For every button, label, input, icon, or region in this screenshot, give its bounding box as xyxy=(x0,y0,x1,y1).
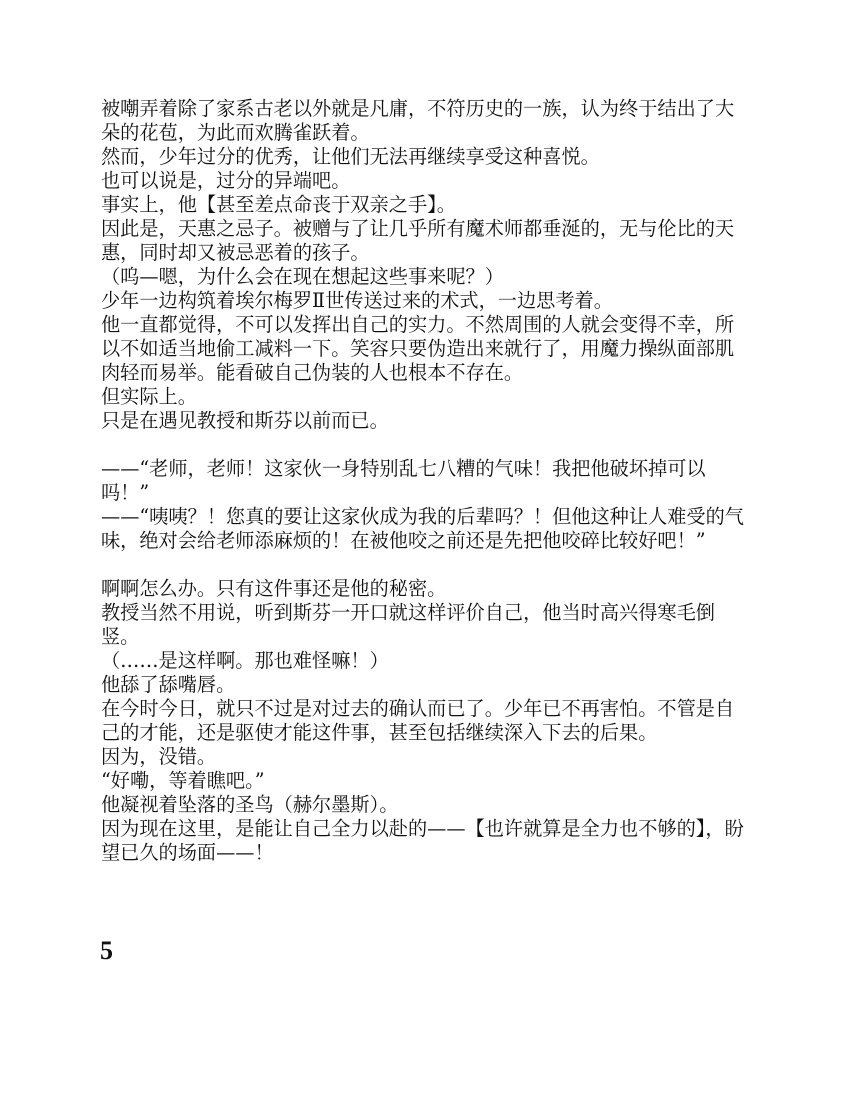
paragraph: 然而，少年过分的优秀，让他们无法再继续享受这种喜悦。 xyxy=(101,145,600,168)
paragraph: 在今时今日，就只不过是对过去的确认而已了。少年已不再害怕。不管是自己的才能，还是驱使才能这件事，甚至包括继续深入下去的后果。 xyxy=(101,697,735,744)
paragraph: 教授当然不用说，听到斯芬一开口就这样评价自己，他当时高兴得寒毛倒竖。 xyxy=(101,601,715,648)
paragraph: （呜—嗯，为什么会在现在想起这些事来呢？） xyxy=(101,265,504,288)
paragraph: 只是在遇见教授和斯芬以前而已。 xyxy=(101,409,389,432)
page-number: 5 xyxy=(100,936,113,965)
paragraph: 啊啊怎么办。只有这件事还是他的秘密。 xyxy=(101,577,447,600)
paragraph: 事实上，他【甚至差点命丧于双亲之手】。 xyxy=(101,193,456,216)
paragraph: 但实际上。 xyxy=(101,385,197,408)
paragraph: “好嘞，等着瞧吧。” xyxy=(101,769,265,792)
paragraph: 被嘲弄着除了家系古老以外就是凡庸，不符历史的一族，认为终于结出了大朵的花苞，为此而欢腾雀跃着。 xyxy=(101,97,735,144)
paragraph: 他一直都觉得，不可以发挥出自己的实力。不然周围的人就会变得不幸，所以不如适当地偷工减料一下。笑容只要伪造出来就行了，用魔力操纵面部肌肉轻而易举。能看破自己伪装的人也根本不存在。 xyxy=(101,313,735,384)
paragraph: 少年一边构筑着埃尔梅罗Ⅱ世传送过来的术式，一边思考着。 xyxy=(101,289,613,312)
page-body xyxy=(101,97,753,865)
paragraph: 他舔了舔嘴唇。 xyxy=(101,673,236,696)
paragraph: 因为，没错。 xyxy=(101,745,217,768)
dialogue-paragraph: ——“咦咦？！您真的要让这家伙成为我的后辈吗？！但他这种让人难受的气味，绝对会给老师添麻烦的！在被他咬之前还是先把他咬碎比较好吧！” xyxy=(101,505,744,552)
paragraph: 也可以说是，过分的异端吧。 xyxy=(101,169,351,192)
paragraph: 因为现在这里，是能让自己全力以赴的——【也许就算是全力也不够的】，盼望已久的场面——！ xyxy=(101,817,744,864)
paragraph: 因此是，天惠之忌子。被赠与了让几乎所有魔术师都垂涎的，无与伦比的天惠，同时却又被忌恶着的孩子。 xyxy=(101,217,735,264)
blank-line xyxy=(101,553,753,577)
dialogue-paragraph: ——“老师，老师！这家伙一身特别乱七八糟的气味！我把他破坏掉可以吗！” xyxy=(101,457,706,504)
paragraph: （……是这样啊。那也难怪嘛！） xyxy=(101,649,389,672)
paragraph: 他凝视着坠落的圣鸟（赫尔墨斯）。 xyxy=(101,793,399,816)
blank-line xyxy=(101,433,753,457)
